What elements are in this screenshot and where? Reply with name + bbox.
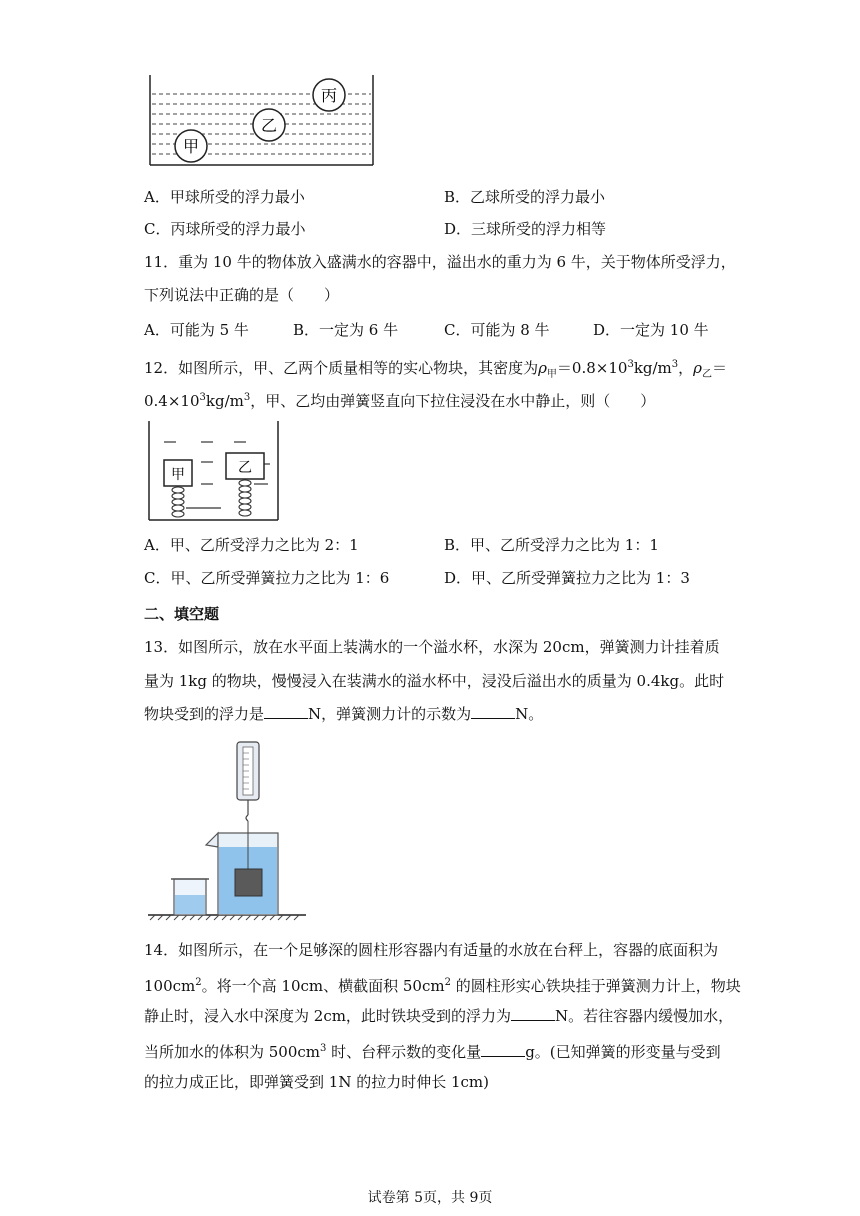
answer-blank[interactable] [471, 704, 515, 719]
q13-text-a: 物块受到的浮力是 [144, 705, 265, 723]
q13-line3 [144, 704, 543, 724]
q12-text-b: ，甲、乙均由弹簧竖直向下拉住浸没在水中静止，则（ ） [250, 392, 656, 410]
q12-line2 [144, 388, 655, 411]
q12-line1 [144, 355, 727, 385]
q14-line2 [144, 973, 741, 996]
q13-line2: 量为 1kg 的物块，慢慢浸入在装满水的溢水杯中，浸没后溢出水的质量为 0.4kg。此时 [144, 672, 725, 690]
q11-option-b: B．一定为 6 牛 [293, 321, 399, 339]
q14-line3 [144, 1006, 733, 1026]
q14-text-f: 当所加水的体积为 500cm [144, 1043, 321, 1061]
density-yi: 0.4×10 [144, 392, 200, 410]
ball-label-jia: 甲 [182, 137, 200, 156]
q14-line1: 14．如图所示，在一个足够深的圆柱形容器内有适量的水放在台秤上，容器的底面积为 [144, 941, 719, 959]
q14-text-g: 时、台秤示数的变化量 [326, 1043, 482, 1061]
q14-line4 [144, 1039, 721, 1062]
unit-exp-yi: 3 [243, 392, 251, 403]
rho-subscript-yi: 乙 [702, 369, 712, 380]
density-unit: kg/m [633, 359, 672, 377]
rho-symbol-yi: ρ [693, 359, 702, 377]
q14-text-d: 静止时，浸入水中深度为 2cm，此时铁块受到的浮力为 [144, 1007, 511, 1025]
block-label-yi: 乙 [238, 460, 252, 476]
q13-line1: 13．如图所示，放在水平面上装满水的一个溢水杯，水深为 20cm，弹簧测力计挂着质 [144, 638, 720, 656]
q12-option-c: C．甲、乙所受弹簧拉力之比为 1：6 [144, 569, 390, 587]
density-exp: 3 [627, 359, 634, 370]
rho-symbol: ρ [538, 359, 547, 377]
rho-subscript-jia: 甲 [546, 369, 557, 380]
q12-text-a: 12．如图所示，甲、乙两个质量相等的实心物块，其密度为 [144, 359, 539, 377]
figure-spring-scale-overflow-cup [146, 737, 446, 922]
q14-exp-3: 3 [320, 1043, 327, 1054]
q13-text-b: N，弹簧测力计的示数为 [308, 705, 472, 723]
q12-option-a: A．甲、乙所受浮力之比为 2：1 [144, 536, 359, 554]
unit-exp: 3 [671, 359, 679, 370]
ball-label-bing: 丙 [320, 86, 338, 105]
q11-option-a: A．可能为 5 牛 [144, 321, 249, 339]
q12-option-b: B．甲、乙所受浮力之比为 1：1 [444, 536, 659, 554]
answer-blank[interactable] [264, 704, 308, 719]
q11-line1: 11．重为 10 牛的物体放入盛满水的容器中，溢出水的重力为 6 牛，关于物体所受浮力， [144, 253, 736, 271]
q10-option-d: D．三球所受的浮力相等 [444, 220, 607, 238]
ball-label-yi: 乙 [260, 116, 278, 135]
q13-text-c: N。 [515, 705, 544, 723]
q10-option-b: B．乙球所受的浮力最小 [444, 188, 606, 206]
equals: ＝ [712, 359, 728, 377]
density-unit-yi: kg/m [205, 392, 244, 410]
density-exp-yi: 3 [199, 392, 206, 403]
q14-exp-1: 2 [195, 977, 202, 988]
figure-three-balls [145, 70, 375, 170]
q14-text-c: 的圆柱形实心铁块挂于弹簧测力计上，物块 [450, 977, 741, 995]
q14-line5: 的拉力成正比，即弹簧受到 1N 的拉力时伸长 1cm) [144, 1073, 489, 1091]
separator: ， [678, 359, 694, 377]
page-footer: 试卷第 5页，共 9页 [367, 1190, 493, 1206]
block-label-jia: 甲 [171, 467, 185, 483]
q14-text-b: 。将一个高 10cm、横截面积 50cm [201, 977, 445, 995]
figure-blocks-springs [146, 418, 281, 523]
q10-option-a: A．甲球所受的浮力最小 [144, 188, 305, 206]
density-jia: ＝0.8×10 [556, 359, 628, 377]
q11-option-d: D．一定为 10 牛 [593, 321, 709, 339]
q11-option-c: C．可能为 8 牛 [444, 321, 550, 339]
q14-exp-2: 2 [444, 977, 451, 988]
q10-option-c: C．丙球所受的浮力最小 [144, 220, 306, 238]
q11-line2: 下列说法中正确的是（ ） [144, 286, 340, 304]
q14-text-e: N。若往容器内缓慢加水， [554, 1007, 734, 1025]
q14-text-a: 100cm [144, 977, 196, 995]
section-title-fill-blank: 二、填空题 [144, 605, 220, 623]
q12-option-d: D．甲、乙所受弹簧拉力之比为 1：3 [444, 569, 690, 587]
answer-blank[interactable] [481, 1042, 525, 1057]
q14-text-h: g。(已知弹簧的形变量与受到 [525, 1043, 721, 1061]
answer-blank[interactable] [511, 1006, 555, 1021]
